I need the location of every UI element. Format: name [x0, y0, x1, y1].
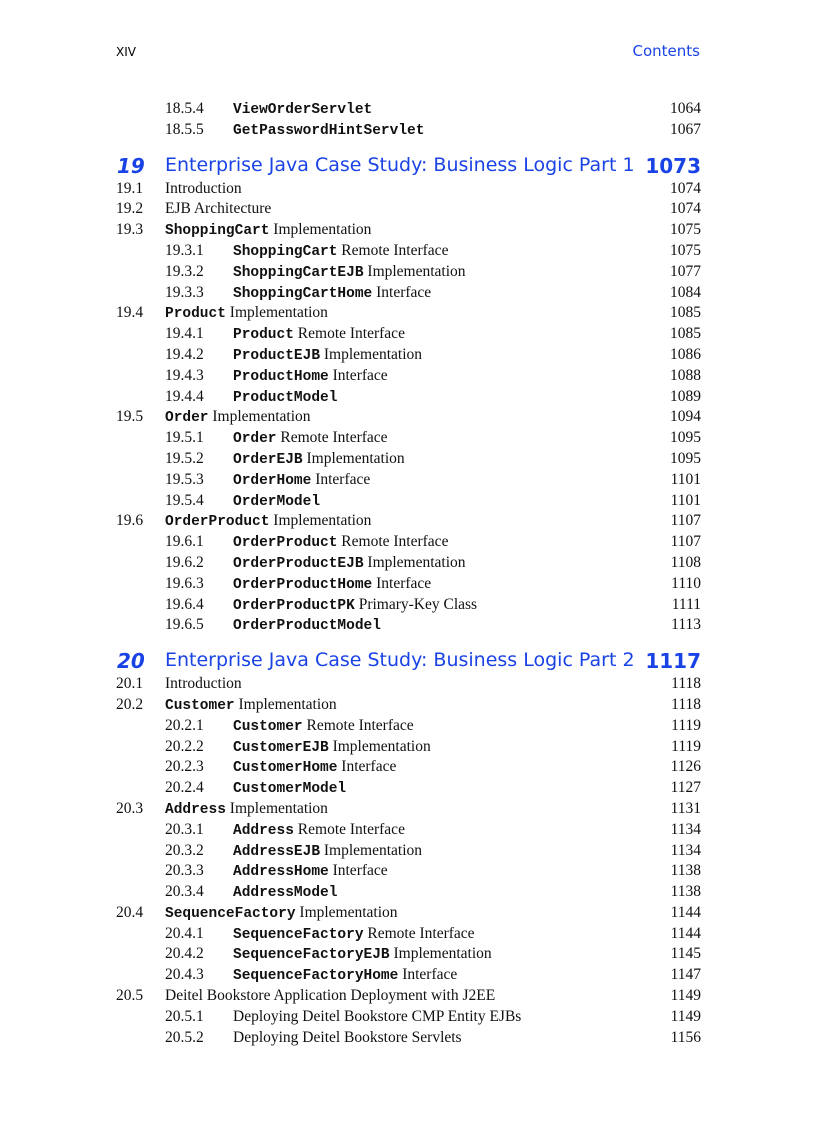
toc-entry-19-5[interactable] [116, 406, 701, 427]
chapter-heading-20[interactable] [116, 649, 701, 673]
code-identifier: OrderProduct [165, 514, 270, 531]
section-number: 20.4.2 [165, 945, 204, 963]
section-number: 20.3.1 [165, 820, 204, 838]
code-identifier: OrderHome [233, 472, 312, 489]
title-text: Implementation [302, 449, 405, 467]
section-number: 19.4.3 [165, 366, 204, 384]
page-number-ref: 1134 [670, 841, 701, 859]
section-title [165, 408, 311, 426]
page-number-ref: 1119 [671, 716, 701, 734]
toc-entry-19-2[interactable] [116, 198, 701, 219]
section-number: 20.5 [116, 987, 144, 1005]
code-identifier: Customer [233, 718, 303, 735]
section-title [233, 616, 381, 634]
page-number-ref: 1131 [670, 799, 701, 817]
page-header [0, 0, 816, 80]
section-title [165, 180, 242, 198]
title-text: Interface [311, 470, 371, 488]
page-number: XIV [116, 45, 136, 59]
chapter-page: 1073 [645, 153, 701, 178]
section-title [233, 966, 457, 984]
section-title [233, 121, 424, 139]
section-number: 19.6.2 [165, 553, 204, 571]
section-title [233, 738, 431, 756]
title-text: Deploying Deitel Bookstore CMP Entity EJBs [233, 1007, 522, 1025]
toc-entry-19-5-4[interactable] [116, 490, 701, 511]
page-number-ref: 1075 [670, 241, 701, 259]
table-of-contents [116, 98, 701, 1047]
title-text: EJB Architecture [165, 200, 272, 218]
section-title [233, 842, 422, 860]
section-number: 20.5.1 [165, 1007, 204, 1025]
section-number: 18.5.5 [165, 120, 204, 138]
code-identifier: Product [233, 327, 294, 344]
page-number-ref: 1113 [671, 616, 701, 634]
section-number: 20.2.3 [165, 758, 204, 776]
toc-entry-19-6[interactable] [116, 510, 701, 531]
title-text: Remote Interface [293, 325, 405, 343]
section-number: 20.4 [116, 903, 144, 921]
running-head: Contents [632, 42, 700, 60]
code-identifier: SequenceFactoryHome [233, 968, 399, 985]
page-number-ref: 1107 [670, 533, 701, 551]
title-text: Implementation [225, 304, 328, 322]
code-identifier: ShoppingCartEJB [233, 264, 364, 281]
chapter-page: 1117 [645, 649, 701, 674]
section-number: 19.3.2 [165, 262, 204, 280]
toc-entry-19-5-2[interactable] [116, 448, 701, 469]
section-title [233, 758, 396, 776]
section-number: 19.3.3 [165, 283, 204, 301]
code-identifier: Order [233, 431, 277, 448]
toc-entry-19-3-2[interactable] [116, 261, 701, 282]
title-text: Interface [337, 758, 397, 776]
title-text: Implementation [363, 262, 466, 280]
toc-entry-20-3-1[interactable] [116, 819, 701, 840]
section-number: 19.4 [116, 304, 144, 322]
section-number: 19.6.5 [165, 616, 204, 634]
title-text: Introduction [165, 179, 242, 197]
code-identifier: SequenceFactoryEJB [233, 947, 390, 964]
code-identifier: CustomerModel [233, 781, 347, 798]
toc-entry-20-3-4[interactable] [116, 881, 701, 902]
section-title [233, 779, 346, 797]
page-number-ref: 1085 [670, 304, 701, 322]
chapter-heading-19[interactable] [116, 154, 701, 178]
section-title [233, 388, 337, 406]
section-title [233, 945, 492, 963]
page-number-ref: 1145 [670, 945, 701, 963]
section-title [233, 429, 388, 447]
chapter-number: 20 [117, 649, 145, 674]
code-identifier: AddressModel [233, 885, 338, 902]
section-title [233, 596, 477, 614]
section-number: 20.3.2 [165, 841, 204, 859]
toc-entry-19-6-4[interactable] [116, 594, 701, 615]
section-title [233, 717, 414, 735]
section-number: 19.4.4 [165, 387, 204, 405]
section-number: 20.5.2 [165, 1028, 204, 1046]
code-identifier: AddressEJB [233, 843, 321, 860]
title-text: Interface [328, 862, 388, 880]
section-title [165, 304, 328, 322]
page-number-ref: 1086 [670, 345, 701, 363]
code-identifier: Address [165, 801, 226, 818]
title-text: Interface [372, 574, 432, 592]
title-text: Deploying Deitel Bookstore Servlets [233, 1028, 462, 1046]
toc-entry-18-5-5[interactable] [116, 119, 701, 140]
toc-entry-19-5-1[interactable] [116, 427, 701, 448]
code-identifier: ProductHome [233, 368, 329, 385]
page-number-ref: 1101 [670, 491, 701, 509]
page-number-ref: 1127 [670, 779, 701, 797]
title-text: Remote Interface [276, 429, 388, 447]
title-text: Implementation [225, 799, 328, 817]
toc-entry-20-1[interactable] [116, 673, 701, 694]
title-text: Remote Interface [363, 924, 475, 942]
section-title [233, 325, 405, 343]
title-text: Primary-Key Class [354, 595, 478, 613]
toc-entry-19-4-1[interactable] [116, 323, 701, 344]
section-title [165, 675, 242, 693]
page-number-ref: 1144 [670, 924, 701, 942]
section-number: 19.4.1 [165, 325, 204, 343]
code-identifier: ShoppingCart [233, 243, 338, 260]
section-title [233, 242, 448, 260]
title-text: Introduction [165, 675, 242, 693]
title-text: Deitel Bookstore Application Deployment with J2EE [165, 987, 496, 1005]
page-number-ref: 1108 [670, 553, 701, 571]
page-number-ref: 1094 [670, 408, 701, 426]
chapter-title: Enterprise Java Case Study: Business Logic Part 2 [165, 649, 635, 672]
toc-entry-18-5-4[interactable] [116, 98, 701, 119]
code-identifier: Product [165, 306, 226, 323]
section-title [233, 100, 372, 118]
title-text: Implementation [320, 841, 423, 859]
section-title [233, 346, 422, 364]
toc-entry-19-4[interactable] [116, 302, 701, 323]
code-identifier: ShoppingCart [165, 223, 270, 240]
code-identifier: OrderProductHome [233, 576, 373, 593]
title-text: Interface [328, 366, 388, 384]
page-number-ref: 1088 [670, 366, 701, 384]
section-number: 20.2.4 [165, 779, 204, 797]
section-number: 18.5.4 [165, 100, 204, 117]
title-text: Remote Interface [337, 241, 449, 259]
section-title [233, 821, 405, 839]
toc-entry-19-6-3[interactable] [116, 573, 701, 594]
section-title [233, 492, 320, 510]
section-number: 19.1 [116, 179, 144, 197]
title-text: Implementation [269, 512, 372, 530]
section-number: 19.3 [116, 221, 144, 239]
section-title [165, 987, 495, 1005]
page-number-ref: 1064 [670, 100, 701, 117]
page-number-ref: 1095 [670, 449, 701, 467]
toc-entry-20-3[interactable] [116, 798, 701, 819]
title-text: Implementation [208, 408, 311, 426]
toc-entry-20-5-1[interactable] [116, 1006, 701, 1027]
code-identifier: OrderProductEJB [233, 555, 364, 572]
page-number-ref: 1138 [670, 883, 701, 901]
page-number-ref: 1074 [670, 179, 701, 197]
toc-entry-20-2-1[interactable] [116, 715, 701, 736]
page-number-ref: 1075 [670, 221, 701, 239]
section-number: 20.2 [116, 695, 144, 713]
code-identifier: ProductEJB [233, 347, 321, 364]
section-number: 19.2 [116, 200, 144, 218]
code-identifier: OrderModel [233, 493, 321, 510]
title-text: Implementation [320, 345, 423, 363]
page-number-ref: 1089 [670, 387, 701, 405]
section-title [233, 554, 466, 572]
toc-entry-19-4-2[interactable] [116, 344, 701, 365]
toc-entry-20-3-3[interactable] [116, 860, 701, 881]
section-number: 19.5 [116, 408, 144, 426]
section-number: 19.6.4 [165, 595, 204, 613]
toc-entry-20-4-2[interactable] [116, 943, 701, 964]
toc-entry-20-2[interactable] [116, 694, 701, 715]
code-identifier: ProductModel [233, 389, 338, 406]
section-number: 19.6.3 [165, 574, 204, 592]
section-title [233, 883, 337, 901]
toc-entry-20-3-2[interactable] [116, 840, 701, 861]
page-number-ref: 1111 [671, 595, 701, 613]
title-text: Implementation [363, 553, 466, 571]
toc-entry-19-3-1[interactable] [116, 240, 701, 261]
page-number-ref: 1095 [670, 429, 701, 447]
page-number-ref: 1134 [670, 820, 701, 838]
section-number: 20.4.3 [165, 966, 204, 984]
page-number-ref: 1149 [670, 1007, 701, 1025]
code-identifier: SequenceFactory [233, 926, 364, 943]
section-title [233, 367, 388, 385]
section-title [233, 471, 370, 489]
section-number: 19.4.2 [165, 345, 204, 363]
section-title [233, 575, 431, 593]
section-title [165, 200, 271, 218]
page-number-ref: 1077 [670, 262, 701, 280]
code-identifier: GetPasswordHintServlet [233, 122, 425, 139]
section-title [165, 512, 371, 530]
section-title [233, 284, 431, 302]
section-title [233, 533, 448, 551]
code-identifier: Address [233, 822, 294, 839]
title-text: Remote Interface [302, 716, 414, 734]
code-identifier: CustomerEJB [233, 739, 329, 756]
code-identifier: OrderProductPK [233, 597, 355, 614]
toc-entry-20-2-4[interactable] [116, 777, 701, 798]
code-identifier: OrderEJB [233, 451, 303, 468]
section-number: 20.1 [116, 675, 144, 693]
toc-entry-19-6-5[interactable] [116, 614, 701, 635]
page-number-ref: 1101 [670, 470, 701, 488]
section-title [233, 862, 388, 880]
page-number-ref: 1138 [670, 862, 701, 880]
page-number-ref: 1119 [671, 737, 701, 755]
page-number-ref: 1118 [671, 695, 701, 713]
title-text: Interface [398, 966, 458, 984]
code-identifier: Customer [165, 697, 235, 714]
section-number: 19.6 [116, 512, 144, 530]
code-identifier: ShoppingCartHome [233, 285, 373, 302]
page-number-ref: 1107 [670, 512, 701, 530]
section-number: 20.3.3 [165, 862, 204, 880]
section-number: 20.3.4 [165, 883, 204, 901]
title-text: Implementation [328, 737, 431, 755]
toc-entry-19-4-4[interactable] [116, 386, 701, 407]
title-text: Remote Interface [337, 533, 449, 551]
section-title [165, 904, 398, 922]
code-identifier: CustomerHome [233, 760, 338, 777]
toc-entry-19-4-3[interactable] [116, 365, 701, 386]
page-number-ref: 1084 [670, 283, 701, 301]
toc-entry-19-3[interactable] [116, 219, 701, 240]
section-title [165, 221, 371, 239]
code-identifier: ViewOrderServlet [233, 102, 373, 118]
section-number: 20.3 [116, 799, 144, 817]
page-number-ref: 1085 [670, 325, 701, 343]
section-title [233, 1029, 462, 1047]
title-text: Implementation [389, 945, 492, 963]
page-number-ref: 1149 [670, 987, 701, 1005]
toc-entry-20-4[interactable] [116, 902, 701, 923]
code-identifier: Order [165, 410, 209, 427]
page-number-ref: 1118 [671, 675, 701, 693]
page-number-ref: 1156 [670, 1028, 701, 1046]
page-number-ref: 1147 [670, 966, 701, 984]
page-number-ref: 1074 [670, 200, 701, 218]
section-title [233, 925, 475, 943]
section-title [165, 696, 337, 714]
section-number: 20.2.2 [165, 737, 204, 755]
section-number: 19.5.2 [165, 449, 204, 467]
title-text: Implementation [234, 695, 337, 713]
code-identifier: AddressHome [233, 864, 329, 881]
section-number: 19.5.4 [165, 491, 204, 509]
section-title [233, 263, 466, 281]
code-identifier: OrderProductModel [233, 618, 381, 635]
toc-entry-19-5-3[interactable] [116, 469, 701, 490]
toc-entry-20-5-2[interactable] [116, 1027, 701, 1048]
page-number-ref: 1110 [671, 574, 701, 592]
page-number-ref: 1144 [670, 903, 701, 921]
section-number: 19.3.1 [165, 241, 204, 259]
toc-entry-20-2-2[interactable] [116, 736, 701, 757]
chapter-title: Enterprise Java Case Study: Business Logic Part 1 [165, 153, 635, 176]
section-title [233, 450, 405, 468]
toc-entry-20-5[interactable] [116, 985, 701, 1006]
title-text: Implementation [269, 221, 372, 239]
toc-entry-20-2-3[interactable] [116, 756, 701, 777]
page-number-ref: 1126 [670, 758, 701, 776]
section-number: 19.5.3 [165, 470, 204, 488]
section-number: 20.2.1 [165, 716, 204, 734]
section-title [165, 800, 328, 818]
toc-entry-19-3-3[interactable] [116, 282, 701, 303]
toc-entry-20-4-1[interactable] [116, 923, 701, 944]
toc-entry-19-6-2[interactable] [116, 552, 701, 573]
chapter-number: 19 [117, 153, 145, 178]
toc-entry-19-1[interactable] [116, 178, 701, 199]
section-number: 19.5.1 [165, 429, 204, 447]
toc-entry-20-4-3[interactable] [116, 964, 701, 985]
title-text: Remote Interface [293, 820, 405, 838]
code-identifier: OrderProduct [233, 535, 338, 552]
page-number-ref: 1067 [670, 120, 701, 138]
section-title [233, 1008, 521, 1026]
title-text: Interface [372, 283, 432, 301]
toc-entry-19-6-1[interactable] [116, 531, 701, 552]
section-number: 19.6.1 [165, 533, 204, 551]
title-text: Implementation [295, 903, 398, 921]
section-number: 20.4.1 [165, 924, 204, 942]
code-identifier: SequenceFactory [165, 905, 296, 922]
